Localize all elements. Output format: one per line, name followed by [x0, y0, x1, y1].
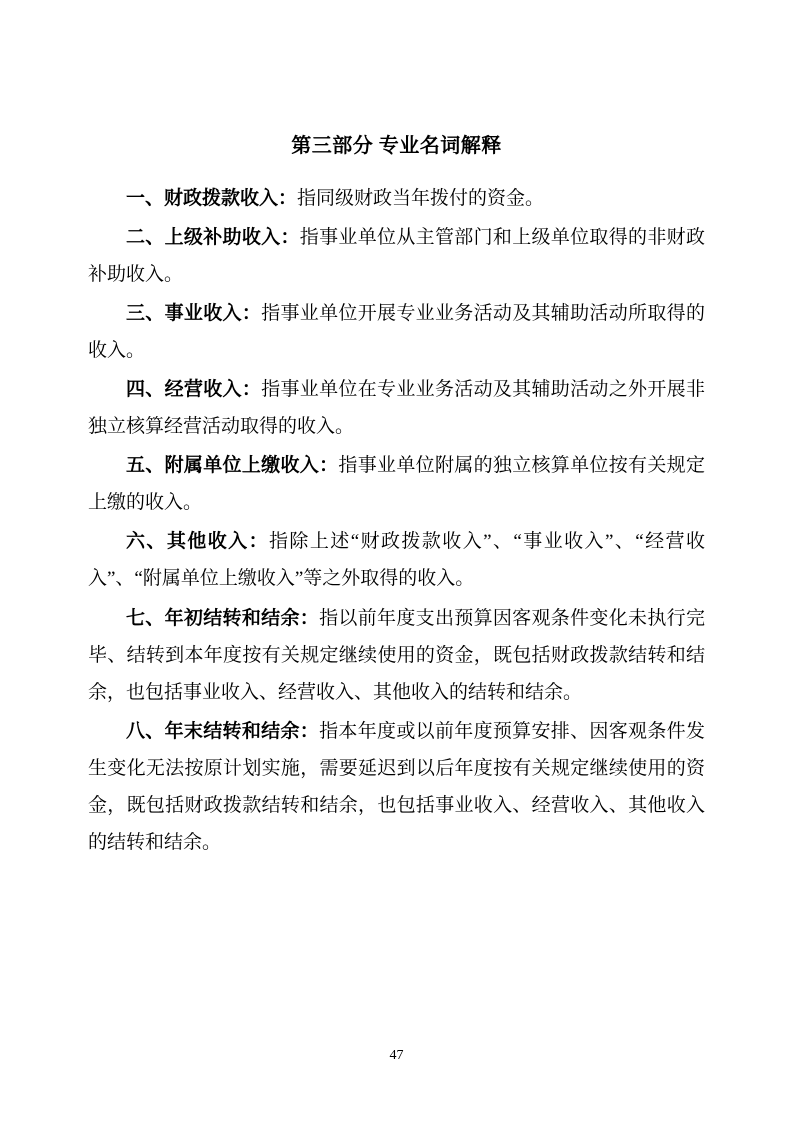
page-title: 第三部分 专业名词解释	[291, 135, 502, 157]
definition-term: 四、经营收入：	[126, 379, 262, 401]
definition-text: 指事业单位从主管部门和上级单位取得的非财政补助收入。	[88, 227, 705, 286]
definition-text: 指同级财政当年拨付的资金。	[297, 188, 545, 209]
definition-term: 一、财政拨款收入：	[126, 188, 298, 209]
definition-paragraph	[88, 713, 705, 861]
definition-term: 三、事业收入：	[126, 303, 262, 325]
page-number: 47	[389, 1048, 404, 1063]
definition-text: 指本年度或以前年度预算安排、因客观条件发生变化无法按原计划实施，需要延迟到以后年度按有关规定继续使用的资金，既包括财政拨款结转和结余，也包括事业收入、经营收入、其他收入的结转和结余。	[88, 720, 705, 853]
definition-paragraph	[88, 180, 705, 217]
definition-paragraph	[88, 295, 705, 369]
definition-text: 指除上述“财政拨款收入”、“事业收入”、“经营收入”、“附属单位上缴收入”等之外取得的收入。	[88, 531, 705, 590]
definition-text: 指事业单位附属的独立核算单位按有关规定上缴的收入。	[88, 455, 705, 514]
page-footer	[0, 1048, 793, 1064]
definition-text: 指事业单位开展专业业务活动及其辅助活动所取得的收入。	[88, 303, 705, 362]
definition-term: 六、其他收入：	[126, 531, 269, 553]
definition-term: 七、年初结转和结余：	[126, 607, 320, 629]
definition-term: 五、附属单位上缴收入：	[126, 455, 339, 477]
definition-term: 八、年末结转和结余：	[126, 720, 320, 742]
definition-paragraph	[88, 600, 705, 711]
definition-paragraph	[88, 371, 705, 445]
definition-text: 指以前年度支出预算因客观条件变化未执行完毕、结转到本年度按有关规定继续使用的资金，既包括财政拨款结转和结余，也包括事业收入、经营收入、其他收入的结转和结余。	[88, 607, 705, 703]
definition-paragraph	[88, 447, 705, 521]
definition-paragraph	[88, 219, 705, 293]
definition-term: 二、上级补助收入：	[126, 227, 300, 249]
definition-text: 指事业单位在专业业务活动及其辅助活动之外开展非独立核算经营活动取得的收入。	[88, 379, 705, 438]
definition-paragraph	[88, 523, 705, 597]
